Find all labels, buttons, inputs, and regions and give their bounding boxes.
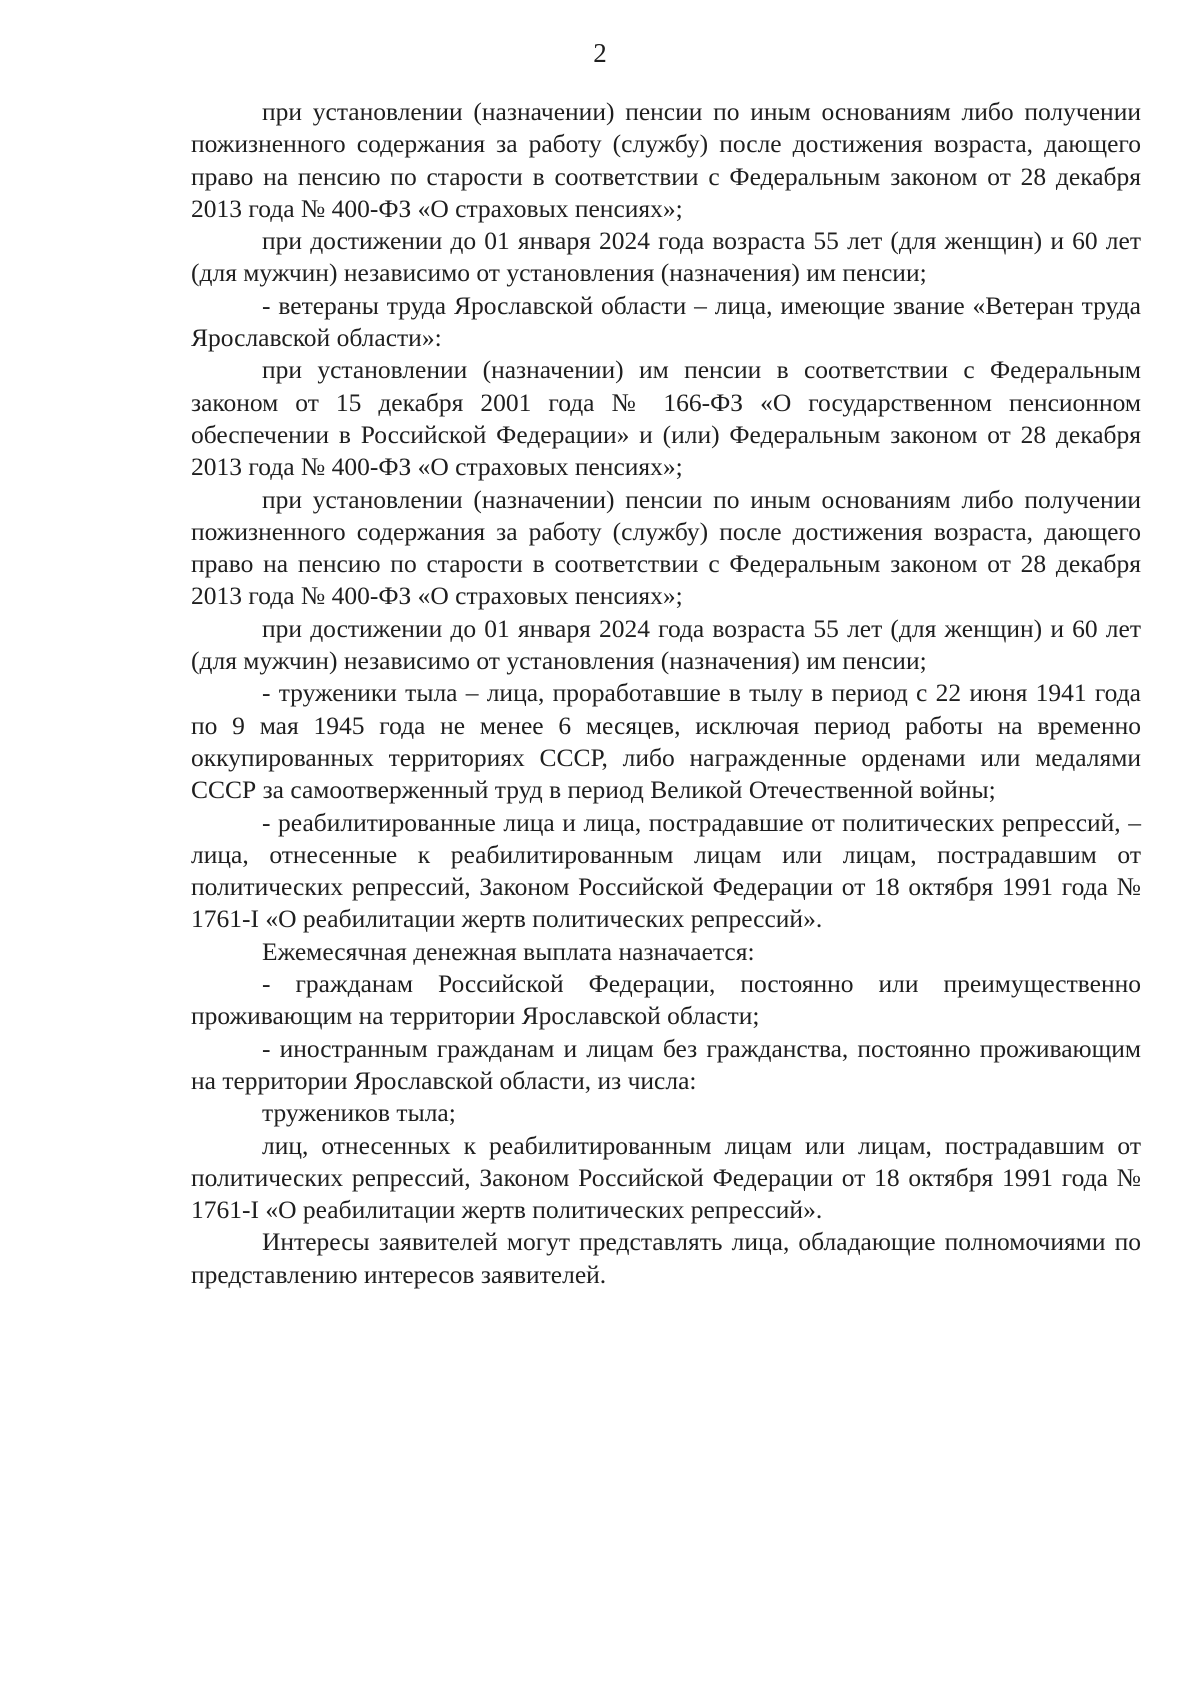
paragraph-10: - гражданам Российской Федерации, постоянно или преимущественно проживающим на территории Ярославской области;	[191, 969, 1141, 1031]
paragraph-8: - реабилитированные лица и лица, пострадавшие от политических репрессий, – лица, отнесенные к реабилитированным лицам или лицам, пострадавшим от политических репрессий, Законом Российской Федерации от 18 октября 1991 года № 1761-I «О реабилитации жертв политических репрессий».	[191, 807, 1141, 934]
paragraph-7: - труженики тыла – лица, проработавшие в тылу в период с 22 июня 1941 года по 9 мая 1945 года не менее 6 месяцев, исключая период работы на временно оккупированных территориях СССР, либо награжденные орденами или медалями СССР за самоотверженный труд в период Великой Отечественной войны;	[191, 678, 1141, 805]
paragraph-14: Интересы заявителей могут представлять лица, обладающие полномочиями по представлению интересов заявителей.	[191, 1227, 1141, 1289]
paragraph-3: - ветераны труда Ярославской области – лица, имеющие звание «Ветеран труда Ярославской области»:	[191, 290, 1141, 353]
paragraph-1: при установлении (назначении) пенсии по иным основаниям либо получении пожизненного содержания за работу (службу) после достижения возраста, дающего право на пенсию по старости в соответствии с Федеральным законом от 28 декабря 2013 года № 400-ФЗ «О страховых пенсиях»;	[191, 97, 1141, 223]
paragraph-4: при установлении (назначении) им пенсии в соответствии с Федеральным законом от 15 декабря 2001 года № 166-ФЗ «О государственном пенсионном обеспечении в Российской Федерации» и (или) Федеральным законом от 28 декабря 2013 года № 400-ФЗ «О страховых пенсиях»;	[191, 355, 1141, 482]
paragraph-12: тружеников тыла;	[262, 1098, 456, 1128]
document-body	[191, 96, 1141, 1291]
paragraph-9: Ежемесячная денежная выплата назначается:	[262, 936, 755, 966]
paragraph-2: при достижении до 01 января 2024 года возраста 55 лет (для женщин) и 60 лет (для мужчин) независимо от установления (назначения) им пенсии;	[191, 226, 1141, 288]
paragraph-5: при установлении (назначении) пенсии по иным основаниям либо получении пожизненного содержания за работу (службу) после достижения возраста, дающего право на пенсию по старости в соответствии с Федеральным законом от 28 декабря 2013 года № 400-ФЗ «О страховых пенсиях»;	[191, 484, 1141, 611]
paragraph-6: при достижении до 01 января 2024 года возраста 55 лет (для женщин) и 60 лет (для мужчин) независимо от установления (назначения) им пенсии;	[191, 613, 1141, 676]
page-number: 2	[593, 38, 607, 68]
paragraph-13: лиц, отнесенных к реабилитированным лицам или лицам, пострадавшим от политических репрессий, Законом Российской Федерации от 18 октября 1991 года № 1761-I «О реабилитации жертв политических репрессий».	[191, 1130, 1141, 1225]
paragraph-11: - иностранным гражданам и лицам без гражданства, постоянно проживающим на территории Ярославской области, из числа:	[191, 1033, 1141, 1095]
